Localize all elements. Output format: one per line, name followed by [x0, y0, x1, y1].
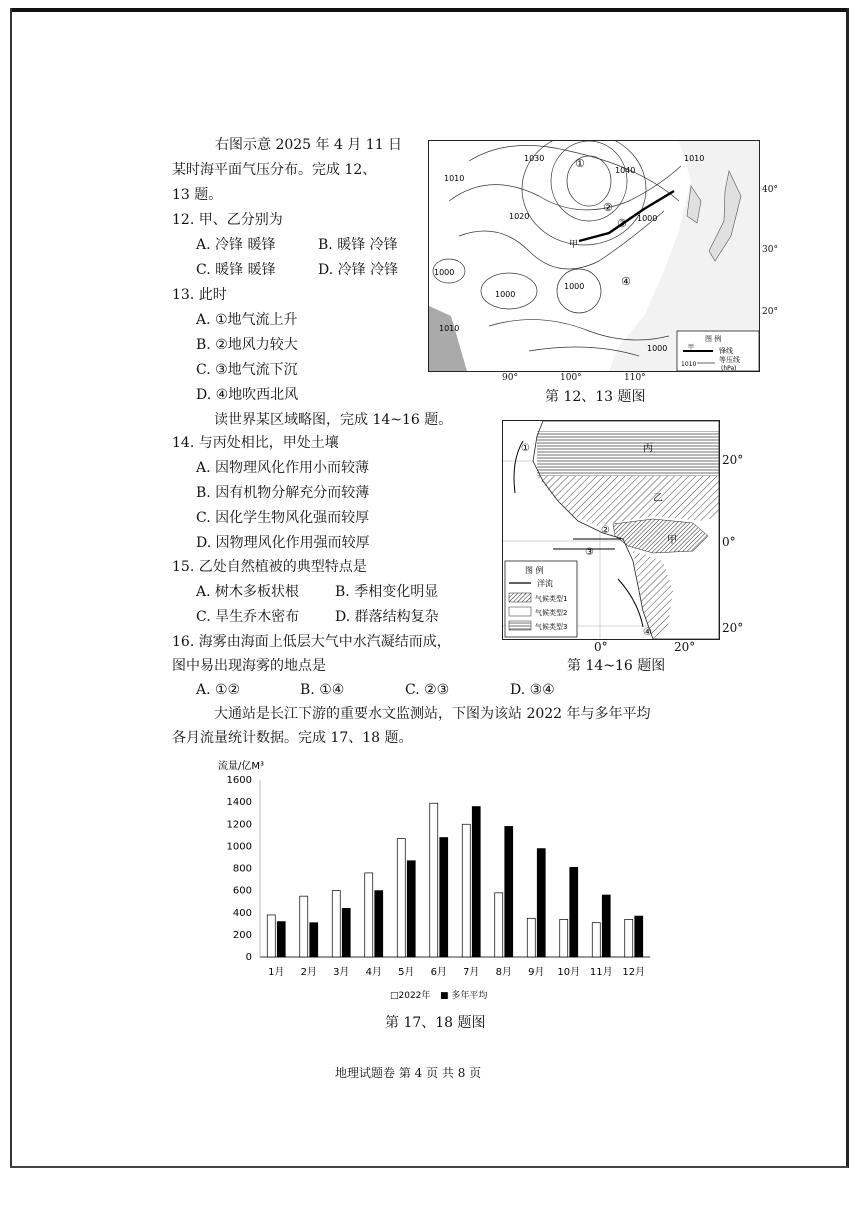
bar-2022 [462, 824, 470, 957]
map2-lon-0: 0° [594, 640, 608, 654]
map2-lat-20s: 20° [722, 621, 744, 635]
map2-lat-0: 0° [722, 535, 736, 549]
map1-point-2: ② [603, 201, 613, 214]
isobar-label: 1010 [444, 174, 465, 183]
region-yi: 乙 [653, 493, 663, 504]
q13-option-b[interactable]: B. ②地风力较大 [196, 337, 298, 353]
intro-line-3: 13 题。 [172, 187, 223, 203]
q16-option-d[interactable]: D. ③④ [510, 682, 555, 698]
africa-map [502, 420, 720, 640]
legend-average: ■ 多年平均 [440, 991, 488, 1001]
bar-average [277, 922, 285, 957]
bar-average [440, 838, 448, 957]
map2-lon-20: 20° [674, 640, 696, 654]
isobar-label: 1000 [495, 290, 516, 299]
bar-2022 [300, 896, 308, 957]
bar-2022 [332, 891, 340, 957]
region-jia: 甲 [667, 535, 677, 546]
front-label-jia: 甲 [569, 240, 579, 250]
intro-line-2: 某时海平面气压分布。完成 12、 [172, 162, 377, 178]
q13-option-a[interactable]: A. ①地气流上升 [196, 312, 298, 328]
map2-legend-current: 洋流 [537, 579, 553, 588]
q16-stem-1: 16. 海雾由海面上低层大气中水汽凝结而成， [172, 634, 451, 650]
intro3-line-2: 各月流量统计数据。完成 17、18 题。 [172, 730, 413, 746]
q13-option-d[interactable]: D. ④地吹西北风 [196, 387, 299, 403]
q14-option-b[interactable]: B. 因有机物分解充分而较薄 [196, 485, 370, 501]
x-tick-label: 10月 [557, 967, 581, 978]
map2-point-4: ④ [643, 627, 652, 638]
bar-2022 [495, 893, 503, 957]
map2-point-2: ② [601, 525, 610, 536]
intro3-line-1: 大通站是长江下游的重要水文监测站，下图为该站 2022 年与多年平均 [214, 706, 651, 722]
y-tick-label: 800 [232, 863, 252, 875]
y-tick-label: 400 [232, 907, 252, 919]
bar-2022 [592, 923, 600, 957]
q16-option-a[interactable]: A. ①② [196, 682, 241, 698]
y-tick-label: 1600 [226, 775, 252, 786]
legend-2022: □2022年 [390, 991, 431, 1001]
map1-point-4: ④ [621, 275, 631, 288]
map2-caption: 第 14~16 题图 [567, 658, 666, 674]
map1-point-1: ① [575, 157, 585, 170]
bar-average [635, 916, 643, 957]
map2-legend-climate-3: 气候类型3 [535, 623, 568, 631]
map1-legend-unit: (hPa) [721, 365, 737, 371]
bar-2022 [365, 873, 373, 957]
page-border-left [10, 8, 12, 1168]
q16-option-b[interactable]: B. ①④ [300, 682, 345, 698]
q16-stem-2: 图中易出现海雾的地点是 [172, 658, 326, 674]
x-tick-label: 7月 [463, 967, 480, 978]
q15-option-d[interactable]: D. 群落结构复杂 [335, 609, 439, 625]
bar-average [537, 849, 545, 957]
x-tick-label: 4月 [365, 967, 382, 978]
intro2: 读世界某区域略图，完成 14~16 题。 [214, 412, 453, 428]
x-tick-label: 3月 [333, 967, 350, 978]
bar-average [472, 807, 480, 957]
intro-line-1: 右图示意 2025 年 4 月 11 日 [215, 137, 403, 153]
x-tick-label: 6月 [430, 967, 447, 978]
map1-lat-20: 20° [762, 307, 778, 317]
q12-stem: 12. 甲、乙分别为 [172, 212, 283, 228]
page-footer: 地理试题卷 第 4 页 共 8 页 [335, 1066, 482, 1080]
q16-option-c[interactable]: C. ②③ [405, 682, 450, 698]
q12-option-c[interactable]: C. 暖锋 暖锋 [196, 262, 276, 278]
q15-option-b[interactable]: B. 季相变化明显 [335, 584, 439, 600]
map1-caption: 第 12、13 题图 [545, 389, 646, 405]
q14-option-c[interactable]: C. 因化学生物风化强而较厚 [196, 510, 370, 526]
region-bing: 丙 [643, 443, 653, 454]
q14-option-d[interactable]: D. 因物理风化作用强而较厚 [196, 535, 370, 551]
map2-lat-20n: 20° [722, 453, 744, 467]
y-tick-label: 600 [232, 885, 252, 897]
page-border-right [846, 8, 849, 1168]
q14-option-a[interactable]: A. 因物理风化作用小而较薄 [196, 460, 370, 476]
bar-2022 [267, 915, 275, 957]
q15-option-c[interactable]: C. 旱生乔木密布 [196, 609, 300, 625]
bar-average [342, 908, 350, 957]
isobar-label: 1000 [637, 214, 658, 223]
bar-average [602, 895, 610, 957]
x-tick-label: 9月 [528, 967, 545, 978]
map1-lat-30: 30° [762, 245, 778, 255]
map1-lon-110: 110° [624, 373, 646, 383]
page-border-top [10, 8, 848, 12]
bar-average [570, 867, 578, 957]
q13-option-c[interactable]: C. ③地气流下沉 [196, 362, 298, 378]
isobar-label: 1010 [684, 154, 705, 163]
y-axis-label: 流量/亿M³ [218, 761, 265, 772]
q15-stem: 15. 乙处自然植被的典型特点是 [172, 559, 367, 575]
isobar-label: 1000 [564, 282, 585, 291]
y-tick-label: 1000 [226, 841, 252, 853]
map2-legend-title: 图 例 [525, 566, 544, 575]
map1-lon-90: 90° [502, 373, 518, 383]
isobar-label: 1040 [615, 166, 636, 175]
map1-lon-100: 100° [560, 373, 582, 383]
q15-option-a[interactable]: A. 树木多板状根 [196, 584, 300, 600]
q14-stem: 14. 与丙处相比，甲处土壤 [172, 435, 339, 451]
map1-point-3: ③ [617, 217, 627, 230]
map1-legend-isobar-value: 1010 [681, 361, 697, 368]
map1-lat-40: 40° [762, 185, 778, 195]
bar-2022 [397, 839, 405, 957]
map2-legend-climate-1: 气候类型1 [535, 595, 568, 603]
bar-2022 [430, 803, 438, 957]
map2-point-3: ③ [585, 547, 594, 558]
x-tick-label: 8月 [495, 967, 512, 978]
map1-legend-isobar: 等压线 [719, 356, 740, 364]
isobar-label: 1020 [509, 212, 530, 221]
pressure-map [428, 140, 760, 372]
x-tick-label: 2月 [300, 967, 317, 978]
q13-stem: 13. 此时 [172, 287, 227, 303]
map1-legend-title: 图 例 [705, 335, 722, 343]
bar-2022 [625, 919, 633, 957]
bar-average [407, 861, 415, 957]
y-tick-label: 1400 [226, 797, 252, 809]
y-tick-label: 1200 [226, 819, 252, 831]
q12-option-d[interactable]: D. 冷锋 冷锋 [318, 262, 399, 278]
page-border-bottom [10, 1166, 848, 1168]
x-tick-label: 1月 [268, 967, 285, 978]
isobar-label: 1000 [434, 268, 455, 277]
flow-bar-chart [210, 755, 670, 1005]
map1-legend-front: 锋线 [719, 347, 733, 355]
y-tick-label: 0 [245, 952, 252, 963]
map2-point-1: ① [521, 443, 530, 454]
bar-average [375, 891, 383, 957]
y-tick-label: 200 [232, 929, 252, 941]
chart-caption: 第 17、18 题图 [385, 1015, 486, 1031]
map1-legend-front-code: 甲 [688, 344, 695, 351]
x-tick-label: 12月 [622, 967, 646, 978]
bar-2022 [560, 919, 568, 957]
q12-option-b[interactable]: B. 暖锋 冷锋 [318, 237, 398, 253]
x-tick-label: 11月 [589, 967, 613, 978]
bar-2022 [527, 918, 535, 957]
isobar-label: 1010 [439, 324, 460, 333]
bar-average [505, 826, 513, 957]
x-tick-label: 5月 [398, 967, 415, 978]
q12-option-a[interactable]: A. 冷锋 暖锋 [196, 237, 276, 253]
bar-average [310, 923, 318, 957]
isobar-label: 1030 [524, 154, 545, 163]
isobar-label: 1000 [647, 344, 668, 353]
map2-legend-climate-2: 气候类型2 [535, 609, 568, 617]
